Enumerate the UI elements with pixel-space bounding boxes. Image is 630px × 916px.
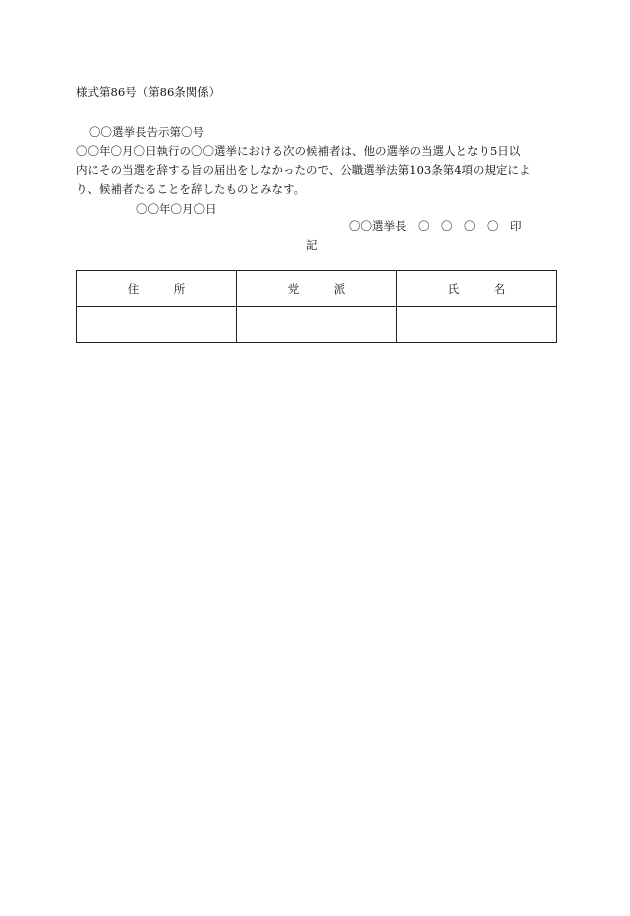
body-line: 〇〇年〇月〇日執行の〇〇選挙における次の候補者は、他の選挙の当選人となり5日以	[76, 144, 521, 158]
body-line: り、候補者たることを辞したものとみなす。	[76, 182, 306, 196]
date-line: 〇〇年〇月〇日	[136, 202, 217, 216]
cell-party	[237, 307, 397, 343]
header-party: 党 派	[237, 271, 397, 307]
table-row	[77, 307, 557, 343]
cell-address	[77, 307, 237, 343]
body-line: 内にその当選を辞する旨の届出をしなかったので、公職選挙法第103条第4項の規定によ	[76, 163, 531, 177]
table-header-row	[77, 271, 557, 307]
signer-line: 〇〇選挙長 〇 〇 〇 〇 印	[349, 219, 522, 233]
candidate-table	[76, 270, 557, 343]
header-address: 住 所	[77, 271, 237, 307]
notice-title: 〇〇選挙長告示第〇号	[89, 125, 204, 139]
cell-name	[397, 307, 557, 343]
header-name: 氏 名	[397, 271, 557, 307]
ki-label: 記	[306, 238, 318, 252]
form-label: 様式第86号（第86条関係）	[76, 85, 221, 99]
